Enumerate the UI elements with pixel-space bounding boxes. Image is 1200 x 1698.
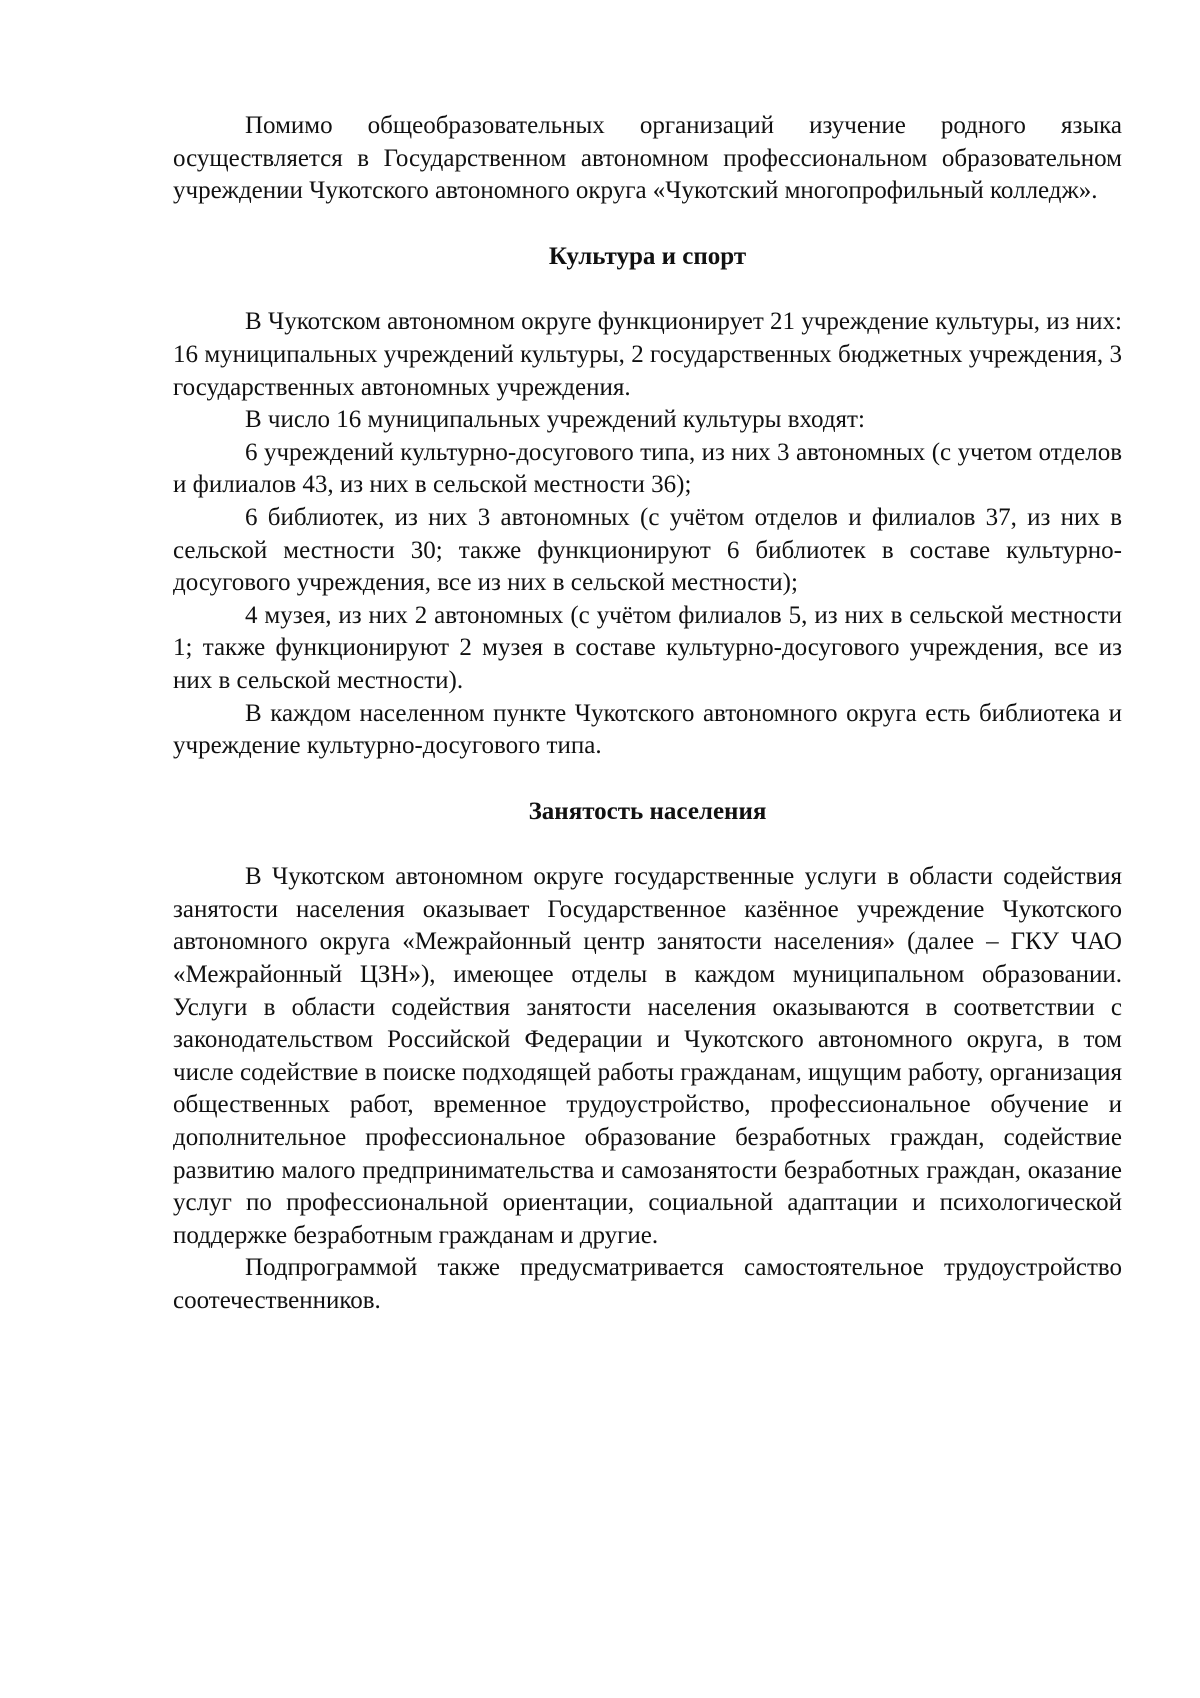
culture-paragraph: 4 музея, из них 2 автономных (с учётом филиалов 5, из них в сельской местности 1; также функционируют 2 музея в составе культурно-досугового учреждения, все из них в сельской местности).: [173, 601, 1122, 694]
culture-paragraph: В число 16 муниципальных учреждений культуры входят:: [245, 406, 865, 434]
culture-paragraph: 6 учреждений культурно-досугового типа, из них 3 автономных (с учетом отделов и филиалов 43, из них в сельской местности 36);: [173, 438, 1122, 499]
employment-paragraph: В Чукотском автономном округе государственные услуги в области содействия занятости населения оказывает Государственное казённое учреждение Чукотского автономного округа «Межрайонный центр занятости населения» (далее – ГКУ ЧАО «Межрайонный ЦЗН»), имеющее отделы в каждом муниципальном образовании. Услуги в области содействия занятости населения оказываются в соответствии с законодательством Российской Федерации и Чукотского автономного округа, в том числе содействие в поиске подходящей работы гражданам, ищущим работу, организация общественных работ, временное трудоустройство, профессиональное обучение и дополнительное профессиональное образование безработных граждан, содействие развитию малого предпринимательства и самозанятости безработных граждан, оказание услуг по профессиональной ориентации, социальной адаптации и психологической поддержке безработным гражданам и другие.: [173, 863, 1122, 1249]
intro-paragraph: Помимо общеобразовательных организаций изучение родного языка осуществляется в Государственном автономном профессиональном образовательном учреждении Чукотского автономного округа «Чукотский многопрофильный колледж».: [173, 112, 1122, 205]
culture-paragraph: 6 библиотек, из них 3 автономных (с учётом отделов и филиалов 37, из них в сельской местности 30; также функционируют 6 библиотек в составе культурно-досугового учреждения, все из них в сельской местности);: [173, 503, 1122, 597]
employment-heading: Занятость населения: [528, 797, 767, 825]
culture-paragraph: В каждом населенном пункте Чукотского автономного округа есть библиотека и учреждение культурно-досугового типа.: [173, 699, 1122, 760]
culture-section: [173, 306, 1122, 762]
document-page: [173, 110, 1122, 1318]
employment-paragraph: Подпрограммой также предусматривается самостоятельное трудоустройство соотечественников.: [173, 1254, 1122, 1314]
culture-paragraph: В Чукотском автономном округе функционирует 21 учреждение культуры, из них: 16 муниципальных учреждений культуры, 2 государственных бюджетных учреждения, 3 государственных автономных учреждения.: [173, 308, 1122, 401]
culture-heading: Культура и спорт: [548, 242, 747, 270]
employment-section: [173, 861, 1122, 1317]
